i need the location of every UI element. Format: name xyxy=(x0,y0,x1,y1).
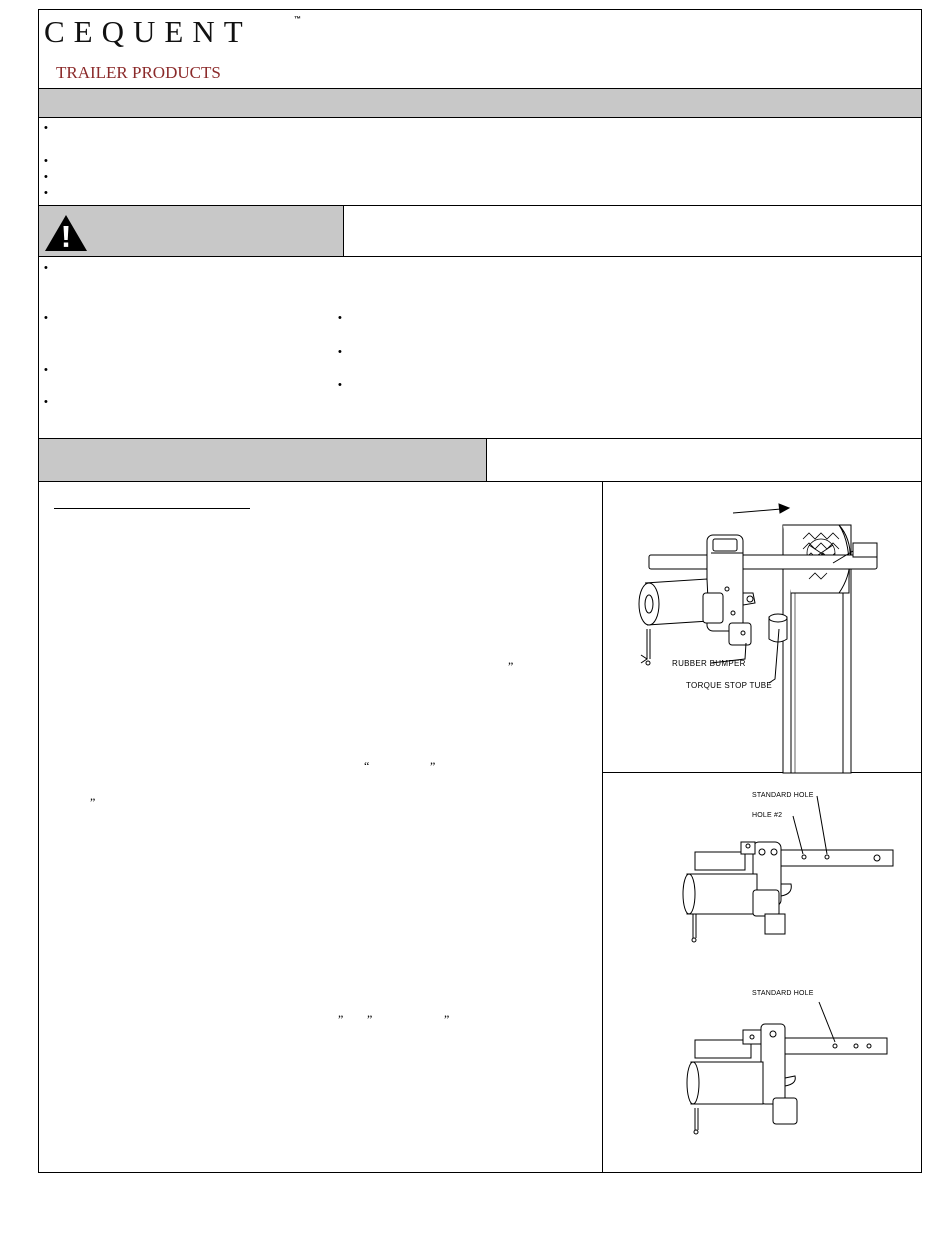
section-band-intro xyxy=(39,88,921,118)
install-band-divider xyxy=(486,439,487,481)
bullet-warning-7: • xyxy=(338,379,342,391)
bullet-intro-3: • xyxy=(44,171,48,183)
bullet-warning-4: • xyxy=(44,396,48,408)
bullet-warning-3: • xyxy=(44,364,48,376)
bullet-intro-1: • xyxy=(44,122,48,134)
quote-mark-1: ” xyxy=(508,659,514,673)
quote-mark-7: ” xyxy=(444,1012,450,1026)
step-heading-underline xyxy=(54,508,250,509)
quote-mark-4: ” xyxy=(90,795,96,809)
bullet-warning-5: • xyxy=(338,312,342,324)
figure-torque-stop-drawing xyxy=(603,483,921,773)
label-torque-stop-tube: TORQUE STOP TUBE xyxy=(686,681,773,690)
figure-hole-position-lower xyxy=(603,990,921,1170)
quote-mark-5: ” xyxy=(338,1012,344,1026)
bullet-warning-1: • xyxy=(44,262,48,274)
quote-mark-3: ” xyxy=(430,759,436,773)
quote-mark-6: ” xyxy=(367,1012,373,1026)
label-rubber-bumper: RUBBER BUMPER xyxy=(672,659,746,668)
bullet-intro-2: • xyxy=(44,155,48,167)
figure-hole-position-upper xyxy=(603,774,921,974)
brand-logo: CEQUENT xyxy=(44,14,252,49)
bullet-intro-4: • xyxy=(44,187,48,199)
warning-triangle-icon xyxy=(43,213,89,253)
bullet-warning-2: • xyxy=(44,312,48,324)
quote-mark-2: “ xyxy=(364,759,370,773)
brand-subtitle: TRAILER PRODUCTS xyxy=(56,63,221,82)
bullet-warning-6: • xyxy=(338,346,342,358)
install-band xyxy=(39,439,486,481)
warning-divider xyxy=(343,206,344,256)
trademark-mark: ™ xyxy=(294,16,301,23)
label-standard-hole-lower: STANDARD HOLE xyxy=(752,990,814,997)
label-hole-2: HOLE #2 xyxy=(752,812,783,819)
label-standard-hole-upper: STANDARD HOLE xyxy=(752,792,814,799)
divider-warning-bottom xyxy=(39,256,921,257)
